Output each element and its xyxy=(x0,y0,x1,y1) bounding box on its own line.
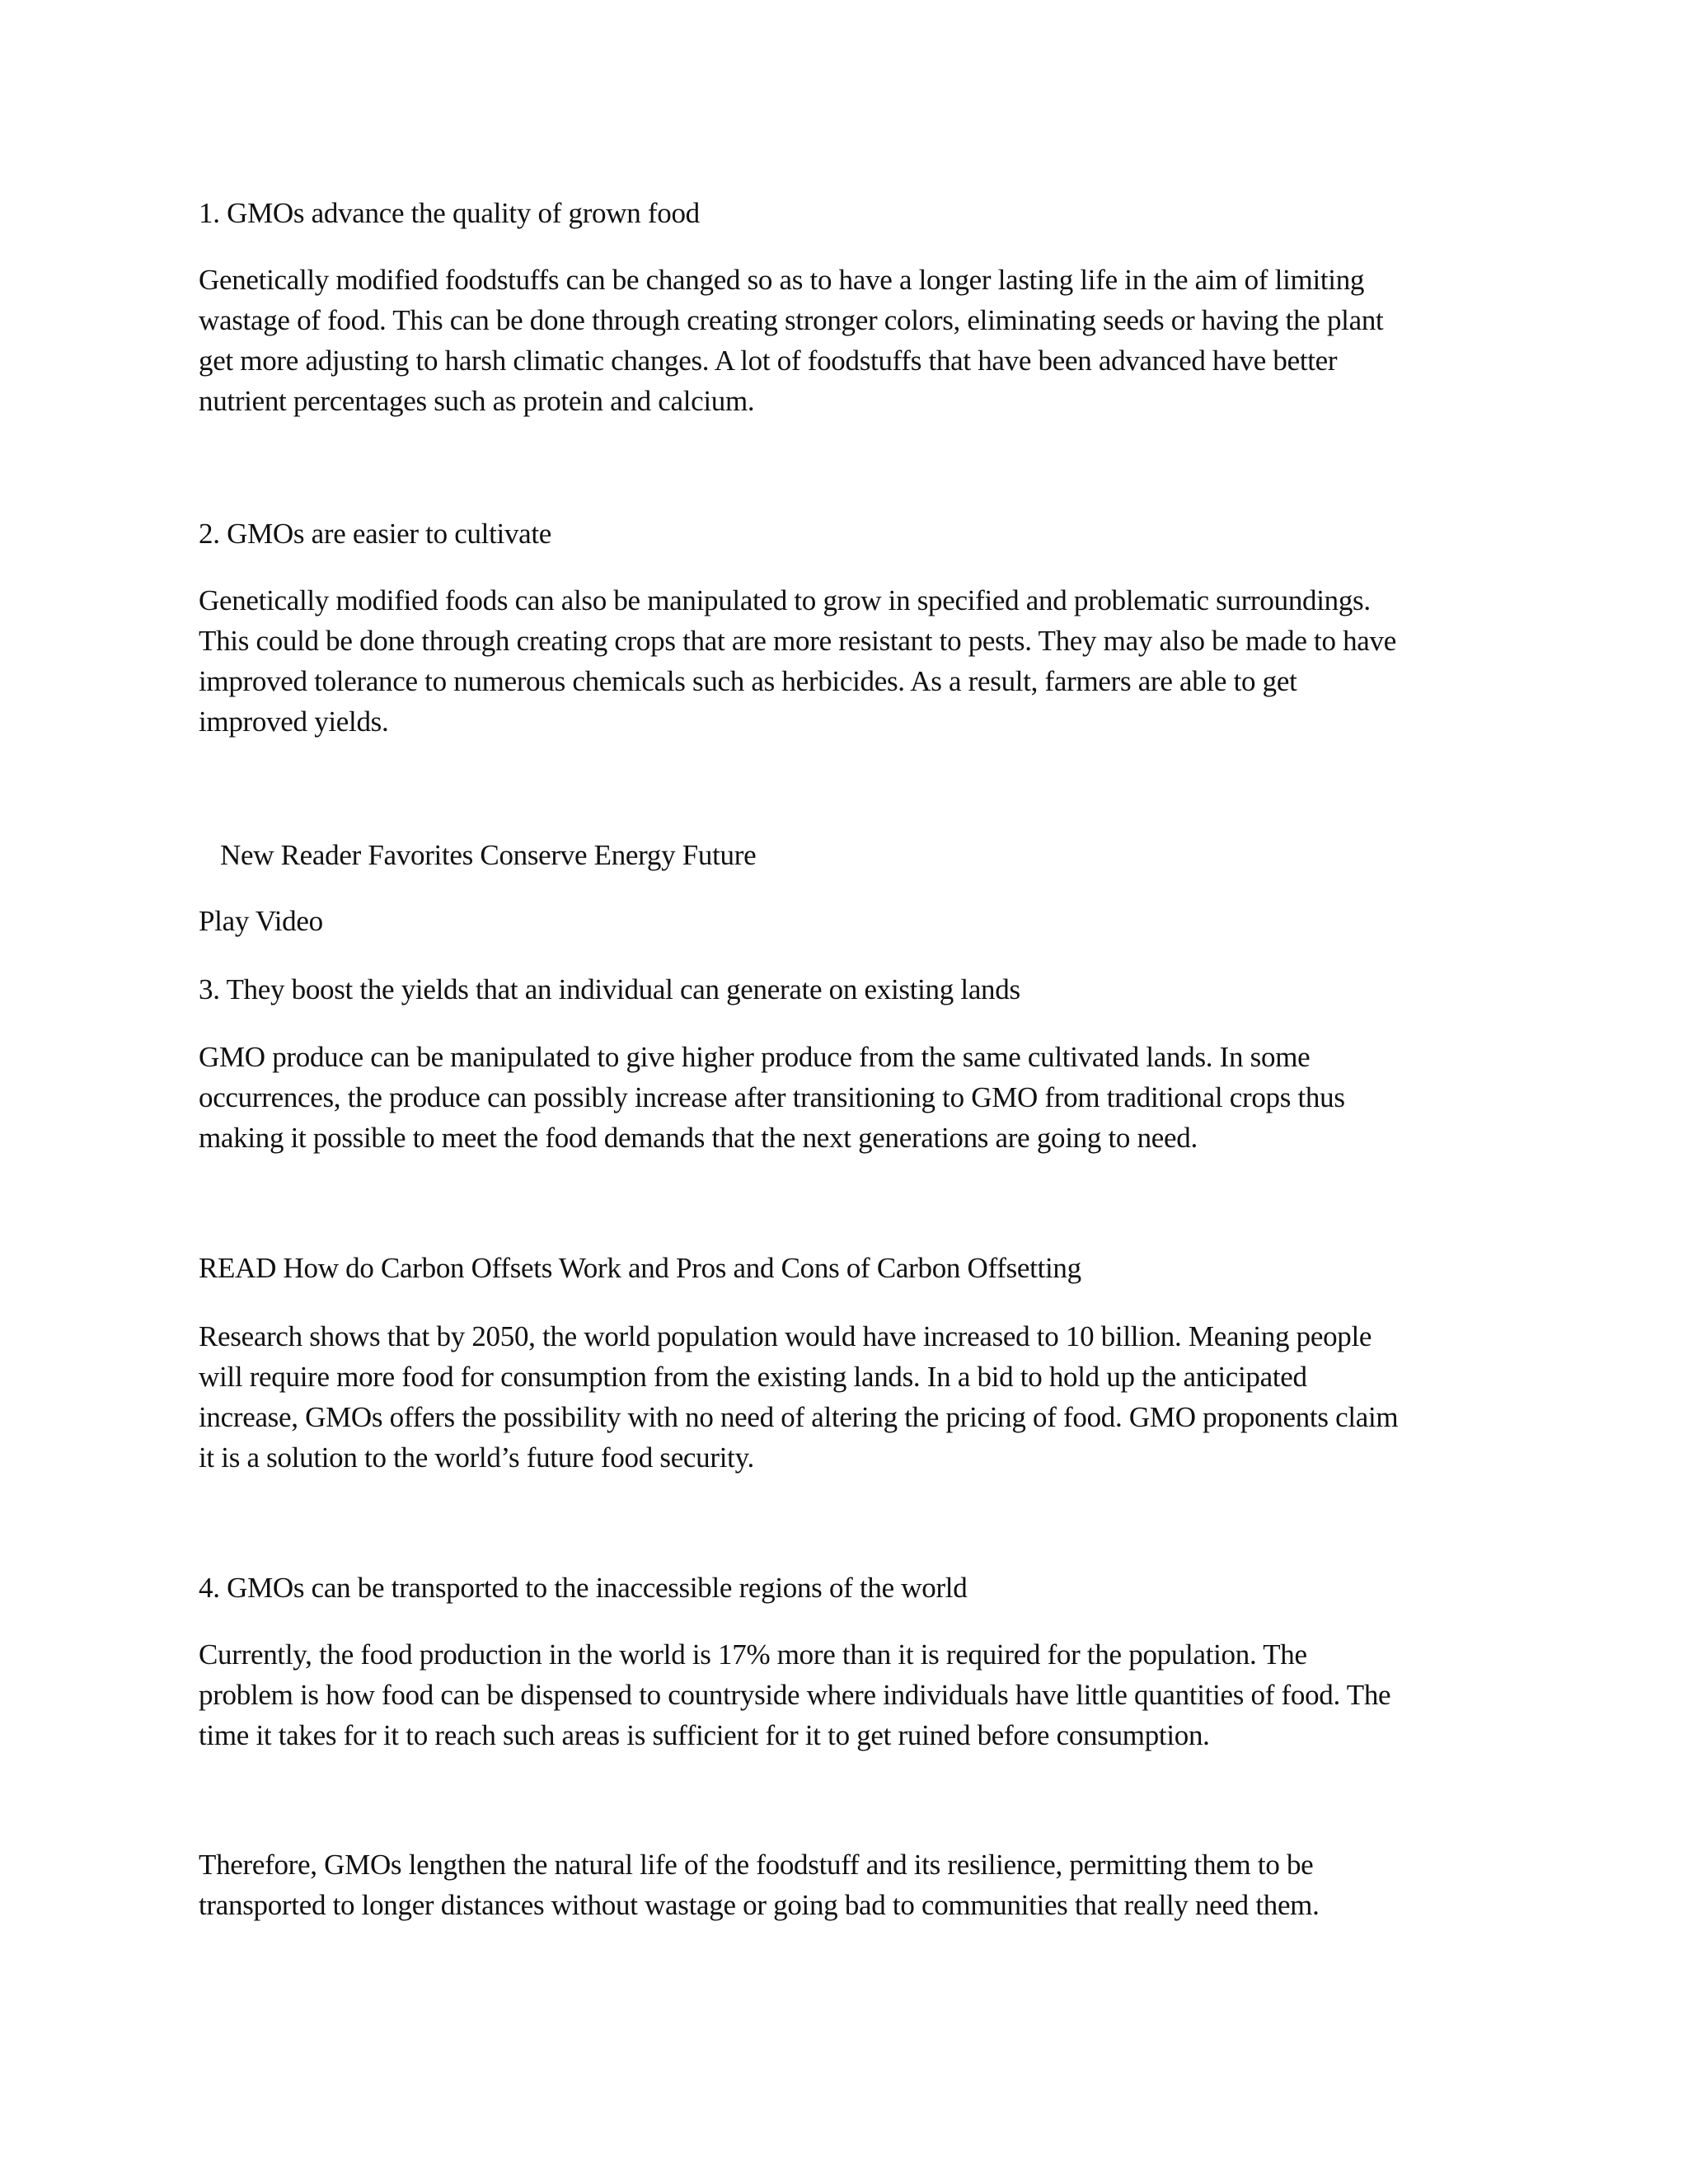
paragraph-line: improved tolerance to numerous chemicals such as herbicides. As a result, farmers are able to get xyxy=(199,665,1297,697)
paragraph-line: Therefore, GMOs lengthen the natural life of the foodstuff and its resilience, permitting them to be xyxy=(199,1849,1314,1881)
paragraph-line: GMO produce can be manipulated to give higher produce from the same cultivated lands. In some xyxy=(199,1041,1311,1073)
paragraph-line: Genetically modified foodstuffs can be changed so as to have a longer lasting life in the aim of limiting xyxy=(199,264,1365,296)
paragraph-5 xyxy=(199,1634,1501,1755)
paragraph-line: nutrient percentages such as protein and calcium. xyxy=(199,385,755,417)
section-heading-1: 1. GMOs advance the quality of grown food xyxy=(199,197,700,229)
paragraph-line: Research shows that by 2050, the world population would have increased to 10 billion. Meaning people xyxy=(199,1320,1372,1352)
paragraph-line: problem is how food can be dispensed to countryside where individuals have little quantities of food. The xyxy=(199,1679,1391,1711)
paragraph-line: will require more food for consumption from the existing lands. In a bid to hold up the anticipated xyxy=(199,1361,1307,1393)
paragraph-1 xyxy=(199,260,1501,421)
paragraph-line: This could be done through creating crops that are more resistant to pests. They may also be made to have xyxy=(199,625,1396,657)
paragraph-4 xyxy=(199,1316,1501,1478)
section-heading-3: 3. They boost the yields that an individual can generate on existing lands xyxy=(199,973,1020,1005)
paragraph-line: transported to longer distances without wastage or going bad to communities that really need them. xyxy=(199,1889,1320,1921)
read-also-link[interactable]: READ How do Carbon Offsets Work and Pros and Cons of Carbon Offsetting xyxy=(199,1252,1081,1284)
paragraph-line: get more adjusting to harsh climatic changes. A lot of foodstuffs that have been advanced have better xyxy=(199,344,1338,377)
paragraph-line: it is a solution to the world’s future food security. xyxy=(199,1441,754,1474)
paragraph-line: improved yields. xyxy=(199,705,389,738)
play-video-button[interactable]: Play Video xyxy=(199,905,323,937)
paragraph-line: time it takes for it to reach such areas is sufficient for it to get ruined before consumption. xyxy=(199,1719,1210,1751)
paragraph-2 xyxy=(199,580,1501,742)
section-heading-2: 2. GMOs are easier to cultivate xyxy=(199,518,552,550)
paragraph-line: increase, GMOs offers the possibility with no need of altering the pricing of food. GMO proponents claim xyxy=(199,1401,1399,1433)
paragraph-line: occurrences, the produce can possibly increase after transitioning to GMO from traditional crops thus xyxy=(199,1081,1345,1113)
paragraph-line: Currently, the food production in the world is 17% more than it is required for the population. The xyxy=(199,1638,1307,1671)
paragraph-line: wastage of food. This can be done through creating stronger colors, eliminating seeds or having the plant xyxy=(199,304,1384,336)
paragraph-6 xyxy=(199,1844,1501,1925)
reader-favorites-link[interactable]: New Reader Favorites Conserve Energy Future xyxy=(220,839,757,871)
paragraph-line: making it possible to meet the food demands that the next generations are going to need. xyxy=(199,1122,1198,1154)
paragraph-3 xyxy=(199,1037,1501,1158)
section-heading-4: 4. GMOs can be transported to the inaccessible regions of the world xyxy=(199,1572,968,1604)
paragraph-line: Genetically modified foods can also be manipulated to grow in specified and problematic surroundings. xyxy=(199,584,1371,616)
